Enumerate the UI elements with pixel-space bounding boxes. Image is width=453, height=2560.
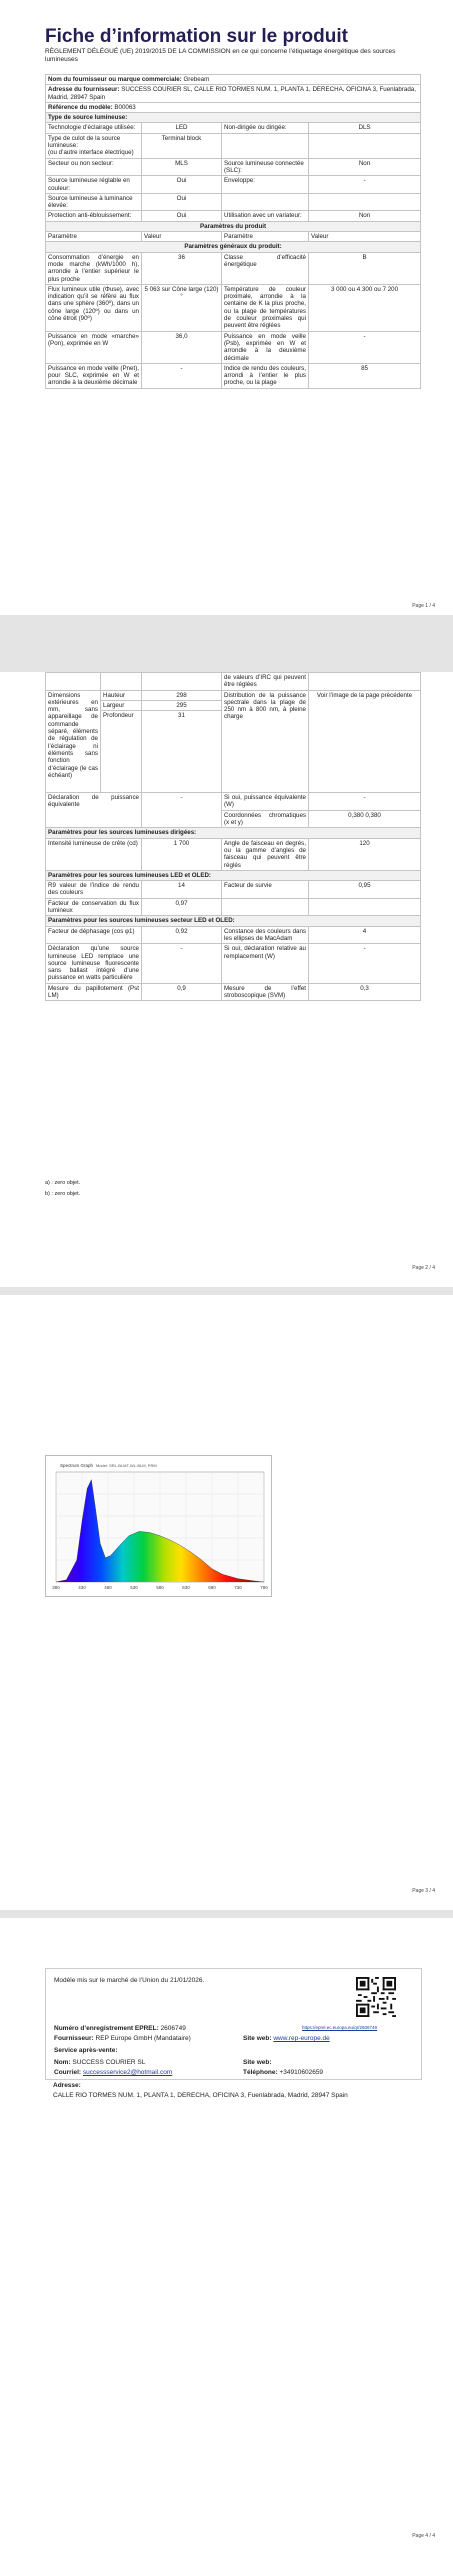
x-tick-label: 730 (234, 1585, 242, 1590)
product-info-table: Nom du fournisseur ou marque commerciale: Grebeam Adresse du fournisseur: SUCCESS COURIER SL, CALLE RIO TORMES NUM. 1, PLANTA 1, DERECHA, OFICINA 3, Fuenlabrada, Madrid, 28947 Spain Référence du modèle: B00063 Type de source lumineuse: Technologie d’éclairage utilisée: LED Non-dirigée ou dirigée: DLS Type de culot de la source lumineuse: (ou d’autre interface électrique) Terminal block Secteur ou non secteur: MLS Source lumineuse connectée (SLC): Non Source lumineuse réglable en couleur: Oui Enveloppe: - Source lumineuse à luminance élevée: Oui Protection anti-éblouissement: Oui Utilisation avec un variateur: Non Paramètres du produit Paramètre Valeur Paramètre Valeur Paramètres généraux du produit: Consommation d’énergie en mode marche (kWh/1000 h), arrondie à l’entier supérieur le plus proche 36 Classe d’efficacité énergétique B Flux lumineux utile (Φuse), avec indication qu’il se réfère au flux dans une sphère (360º), dans un cône large (120º) ou dans un cône étroit (90º) 5 063 sur Cône large (120)° Température de couleur proximale, arrondie à la centaine de K la plus proche, ou la plage de températures de couleur proximales qui peuvent être réglées 3 000 ou 4 300 ou 7 200 Puissance en mode «marche» (Pon), exprimée en W 36,0 Puissance en mode veille (Psb), exprimée en W et arrondie à la deuxième décimale - Puissance en mode veille (Pnet), pour SLC, exprimée en W et arrondie à la deuxième décimale - Indice de rendu des couleurs, arrondi à l’entier le plus proche, ou la plage 85 (45, 74, 421, 389)
x-tick-label: 580 (156, 1585, 164, 1590)
email-link[interactable]: successservice2@hotmail.com (82, 2069, 173, 2076)
footnote-a: a) : zero objet. (45, 1180, 81, 1186)
product-params-table: de valeurs d’IRC qui peuvent être réglées Dimensions extérieures en mm, sans appareillage de commande séparé, éléments de régulation de l’éclairage ni éléments sans fonction d’éclairage (le cas échéant) Hauteur 298 Distribution de la puissance spectrale dans la plage de 250 nm à 800 nm, à pleine charge Voir l’image de la page précédente Largeur 295 Profondeur 31 Déclaration de puissance équivalente - Si oui, puissance équivalente (W) - Coordonnées chromatiques (x et y) 0,380 0,380 Paramètres pour les sources lumineuses dirigées: Intensité lumineuse de crête (cd) 1 700 Angle de faisceau en degrés, ou la gamme d’angles de faisceau qui peuvent être réglés 120 Paramètres pour les sources lumineuses LED et OLED: R9 valeur de l’indice de rendu des couleurs 14 Facteur de survie 0,95 Facteur de conservation du flux lumineux 0,97 Paramètres pour les sources lumineuses secteur LED et OLED: Facteur de déphasage (cos φ1) 0,92 Constance des couleurs dans les ellipses de MacAdam 4 Déclaration qu’une source lumineuse LED remplace une source lumineuse fluorescente sans ballast intégré d’une puissance en watts particulière - Si oui, déclaration relative au remplacement (W) - Mesure du papillotement (Pst LM) 0,9 Mesure de l’effet stroboscopique (SVM) 0,3 (45, 672, 421, 1001)
params-header: Paramètres du produit (46, 221, 421, 231)
x-tick-label: 630 (182, 1585, 190, 1590)
general-header: Paramètres généraux du produit: (46, 242, 421, 252)
x-tick-label: 430 (78, 1585, 86, 1590)
spectrum-svg (46, 1456, 271, 1596)
page-number: Page 4 / 4 (412, 2533, 435, 2539)
x-tick-label: 530 (130, 1585, 138, 1590)
chart-subtitle: Model: SRL-BLMT-WL-BLM, PRM (96, 1463, 157, 1468)
model-row: Référence du modèle: B00063 (46, 102, 421, 112)
x-tick-label: 680 (208, 1585, 216, 1590)
page-title: Fiche d’information sur le produit (45, 26, 348, 47)
page-number: Page 3 / 4 (412, 1888, 435, 1894)
spectrum-chart (45, 1455, 272, 1597)
eprel-link[interactable]: https://eprel.ec.europa.eu/qr/2606749 (302, 2025, 378, 2030)
x-tick-label: 480 (104, 1585, 112, 1590)
eprel-info-box: Modèle mis sur le marché de l’Union du 21/01/2026. Numéro d’enregistrement EPREL: 2606749 https://eprel.ec.europa.eu/qr/2606749 Fournisseur: REP Europe GmbH (Mandataire) Site web: www.rep-europe.de Service après-vente: Nom: SUCCESS COURIER SL Site web: Courriel: successservice2@hotmail.com Téléphone: +34910602659 (45, 1968, 422, 2080)
page-3 (0, 1295, 453, 1910)
type-header: Type de source lumineuse: (46, 113, 421, 123)
page-2 (0, 672, 453, 1287)
supplier-address-row: Adresse du fournisseur: SUCCESS COURIER SL, CALLE RIO TORMES NUM. 1, PLANTA 1, DERECHA, OFICINA 3, Fuenlabrada, Madrid, 28947 Spain (46, 85, 421, 103)
service-address: CALLE RIO TORMES NUM. 1, PLANTA 1, DERECHA, OFICINA 3, Fuenlabrada, Madrid, 28947 Spain (53, 2092, 348, 2099)
supplier-name-row: Nom du fournisseur ou marque commerciale: Grebeam (46, 75, 421, 85)
footnote-b: b) : zero objet. (45, 1191, 81, 1197)
page-number: Page 2 / 4 (412, 1265, 435, 1271)
page-1 (0, 0, 453, 615)
chart-title: Spectrum Graph (60, 1463, 94, 1468)
qr-code-icon (356, 1977, 396, 2017)
x-tick-labels (52, 1585, 268, 1590)
x-tick-label: 380 (52, 1585, 60, 1590)
page-4: Modèle mis sur le marché de l’Union du 21/01/2026. Numéro d’enregistrement EPREL: 2606749 https://eprel.ec.europa.eu/qr/2606749 Fournisseur: REP Europe GmbH (Mandataire) Site web: www.rep-europe.de Service après-vente: Nom: SUCCESS COURIER SL Site web: Courriel: successservice2@hotmail.com Téléphone: +34910602659 Adresse: CALLE RIO TORMES NUM. 1, PLANTA 1, DERECHA, OFICINA 3, Fuenlabrada, Madrid, 28947 Spain Page 4 / 4 (0, 1918, 453, 2560)
page-number: Page 1 / 4 (412, 603, 435, 609)
supplier-website-link[interactable]: www.rep-europe.de (273, 2035, 330, 2042)
x-tick-label: 780 (260, 1585, 268, 1590)
regulation-text: RÈGLEMENT DÉLÉGUÉ (UE) 2019/2015 DE LA COMMISSION en ce qui concerne l’étiquetage énergétique des sources lumineuses (45, 48, 396, 63)
market-date: Modèle mis sur le marché de l’Union du 21/01/2026. (54, 1977, 205, 1984)
